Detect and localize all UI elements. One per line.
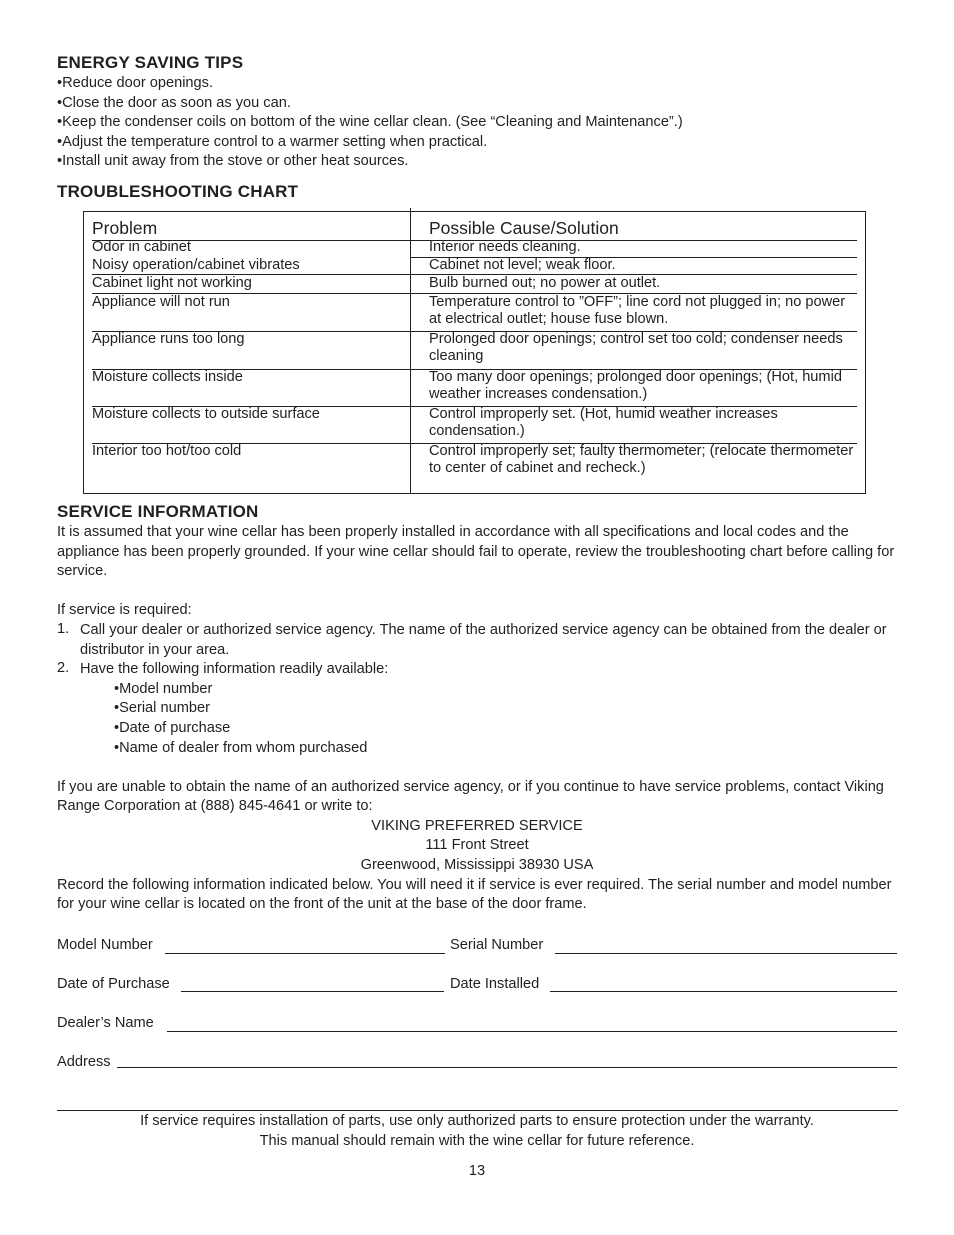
step-number: 1. [57, 620, 70, 637]
footer-notice [0, 1112, 954, 1151]
address-field[interactable] [117, 1067, 897, 1068]
mailing-address [57, 817, 897, 876]
service-heading: SERVICE INFORMATION [57, 501, 259, 521]
solution-cell: Interior needs cleaning. [429, 238, 581, 255]
date-installed-label: Date Installed [450, 975, 540, 992]
service-if-required: If service is required: [57, 602, 192, 619]
info-items-list [57, 680, 897, 758]
step-number: 2. [57, 660, 70, 677]
step-text: Call your dealer or authorized service agency. The name of the authorized service agency can be obtained from the dealer or distributor in your area. [80, 621, 887, 658]
step-text: Have the following information readily available: [80, 661, 389, 678]
service-step [57, 621, 897, 660]
column-header-solution: Possible Cause/Solution [429, 217, 619, 238]
energy-heading: ENERGY SAVING TIPS [57, 53, 244, 72]
dealers-name-field[interactable] [167, 1031, 897, 1032]
solution-cell: Prolonged door openings; control set too cold; condenser needs cleaning [429, 330, 843, 365]
solution-cell: Temperature control to ”OFF”; line cord not plugged in; no power at electrical outlet; house fuse blown. [429, 293, 846, 328]
address-line: 111 Front Street [425, 837, 529, 854]
page-content [57, 52, 897, 1094]
energy-tip: •Install unit away from the stove or other heat sources. [57, 153, 409, 170]
info-item: •Model number [114, 680, 213, 697]
solution-cell: Control improperly set. (Hot, humid weather increases condensation.) [429, 405, 778, 440]
energy-tips-list [57, 74, 897, 172]
address-line: Greenwood, Mississippi 38930 USA [360, 857, 594, 874]
info-item: •Date of purchase [114, 719, 231, 736]
address-line: VIKING PREFERRED SERVICE [371, 817, 583, 834]
energy-tip: •Adjust the temperature control to a warmer setting when practical. [57, 133, 488, 150]
table-top-border [84, 211, 865, 212]
energy-tip: •Close the door as soon as you can. [57, 94, 291, 111]
serial-number-label: Serial Number [450, 936, 544, 953]
problem-cell: Appliance runs too long [92, 330, 245, 347]
service-intro: It is assumed that your wine cellar has been properly installed in accordance with all specifications and local codes and the appliance has been properly grounded. If your wine cellar should fail to operate, review the troubleshooting chart before calling for service. [57, 523, 895, 580]
info-item: •Serial number [114, 700, 210, 717]
service-step [57, 660, 897, 680]
footer-divider [57, 1110, 898, 1111]
model-number-field[interactable] [165, 953, 445, 954]
footer-line: If service requires installation of parts, use only authorized parts to ensure protection under the warranty. [140, 1113, 814, 1129]
date-of-purchase-field[interactable] [181, 991, 444, 992]
model-number-label: Model Number [57, 936, 153, 953]
problem-cell: Cabinet light not working [92, 274, 252, 291]
troubleshooting-heading: TROUBLESHOOTING CHART [57, 181, 299, 201]
footer-line: This manual should remain with the wine cellar for future reference. [259, 1132, 695, 1149]
page-number: 13 [468, 1163, 486, 1179]
service-section [57, 501, 897, 915]
problem-cell: Interior too hot/too cold [92, 442, 242, 459]
table-column-divider [410, 208, 411, 493]
column-header-problem: Problem [92, 217, 158, 238]
date-installed-field[interactable] [550, 991, 897, 992]
problem-cell: Appliance will not run [92, 293, 230, 310]
record-form [57, 934, 897, 1094]
problem-cell: Odor in cabinet [92, 238, 191, 255]
date-of-purchase-label: Date of Purchase [57, 975, 170, 992]
info-item: •Name of dealer from whom purchased [114, 739, 368, 756]
dealers-name-label: Dealer’s Name [57, 1014, 154, 1031]
problem-cell: Noisy operation/cabinet vibrates [92, 256, 300, 273]
solution-cell: Cabinet not level; weak floor. [429, 256, 616, 273]
solution-cell: Too many door openings; prolonged door openings; (Hot, humid weather increases condensation.) [429, 368, 842, 403]
troubleshooting-table [83, 211, 866, 494]
solution-cell: Control improperly set; faulty thermometer; (relocate thermometer to center of cabinet and recheck.) [429, 442, 854, 477]
problem-cell: Moisture collects inside [92, 368, 243, 385]
solution-cell: Bulb burned out; no power at outlet. [429, 274, 661, 291]
service-record-text: Record the following information indicated below. You will need it if service is ever required. The serial number and model number for your wine cellar is located on the front of the unit at the base of the door frame. [57, 876, 892, 913]
energy-tip: •Reduce door openings. [57, 75, 214, 91]
energy-tip: •Keep the condenser coils on bottom of the wine cellar clean. (See “Cleaning and Maintenance”.) [57, 114, 683, 131]
address-label: Address [57, 1053, 111, 1070]
service-unable-text: If you are unable to obtain the name of an authorized service agency, or if you continue to have service problems, contact Viking Range Corporation at (888) 845-4641 or write to: [57, 778, 884, 815]
serial-number-field[interactable] [555, 953, 897, 954]
problem-cell: Moisture collects to outside surface [92, 405, 320, 422]
